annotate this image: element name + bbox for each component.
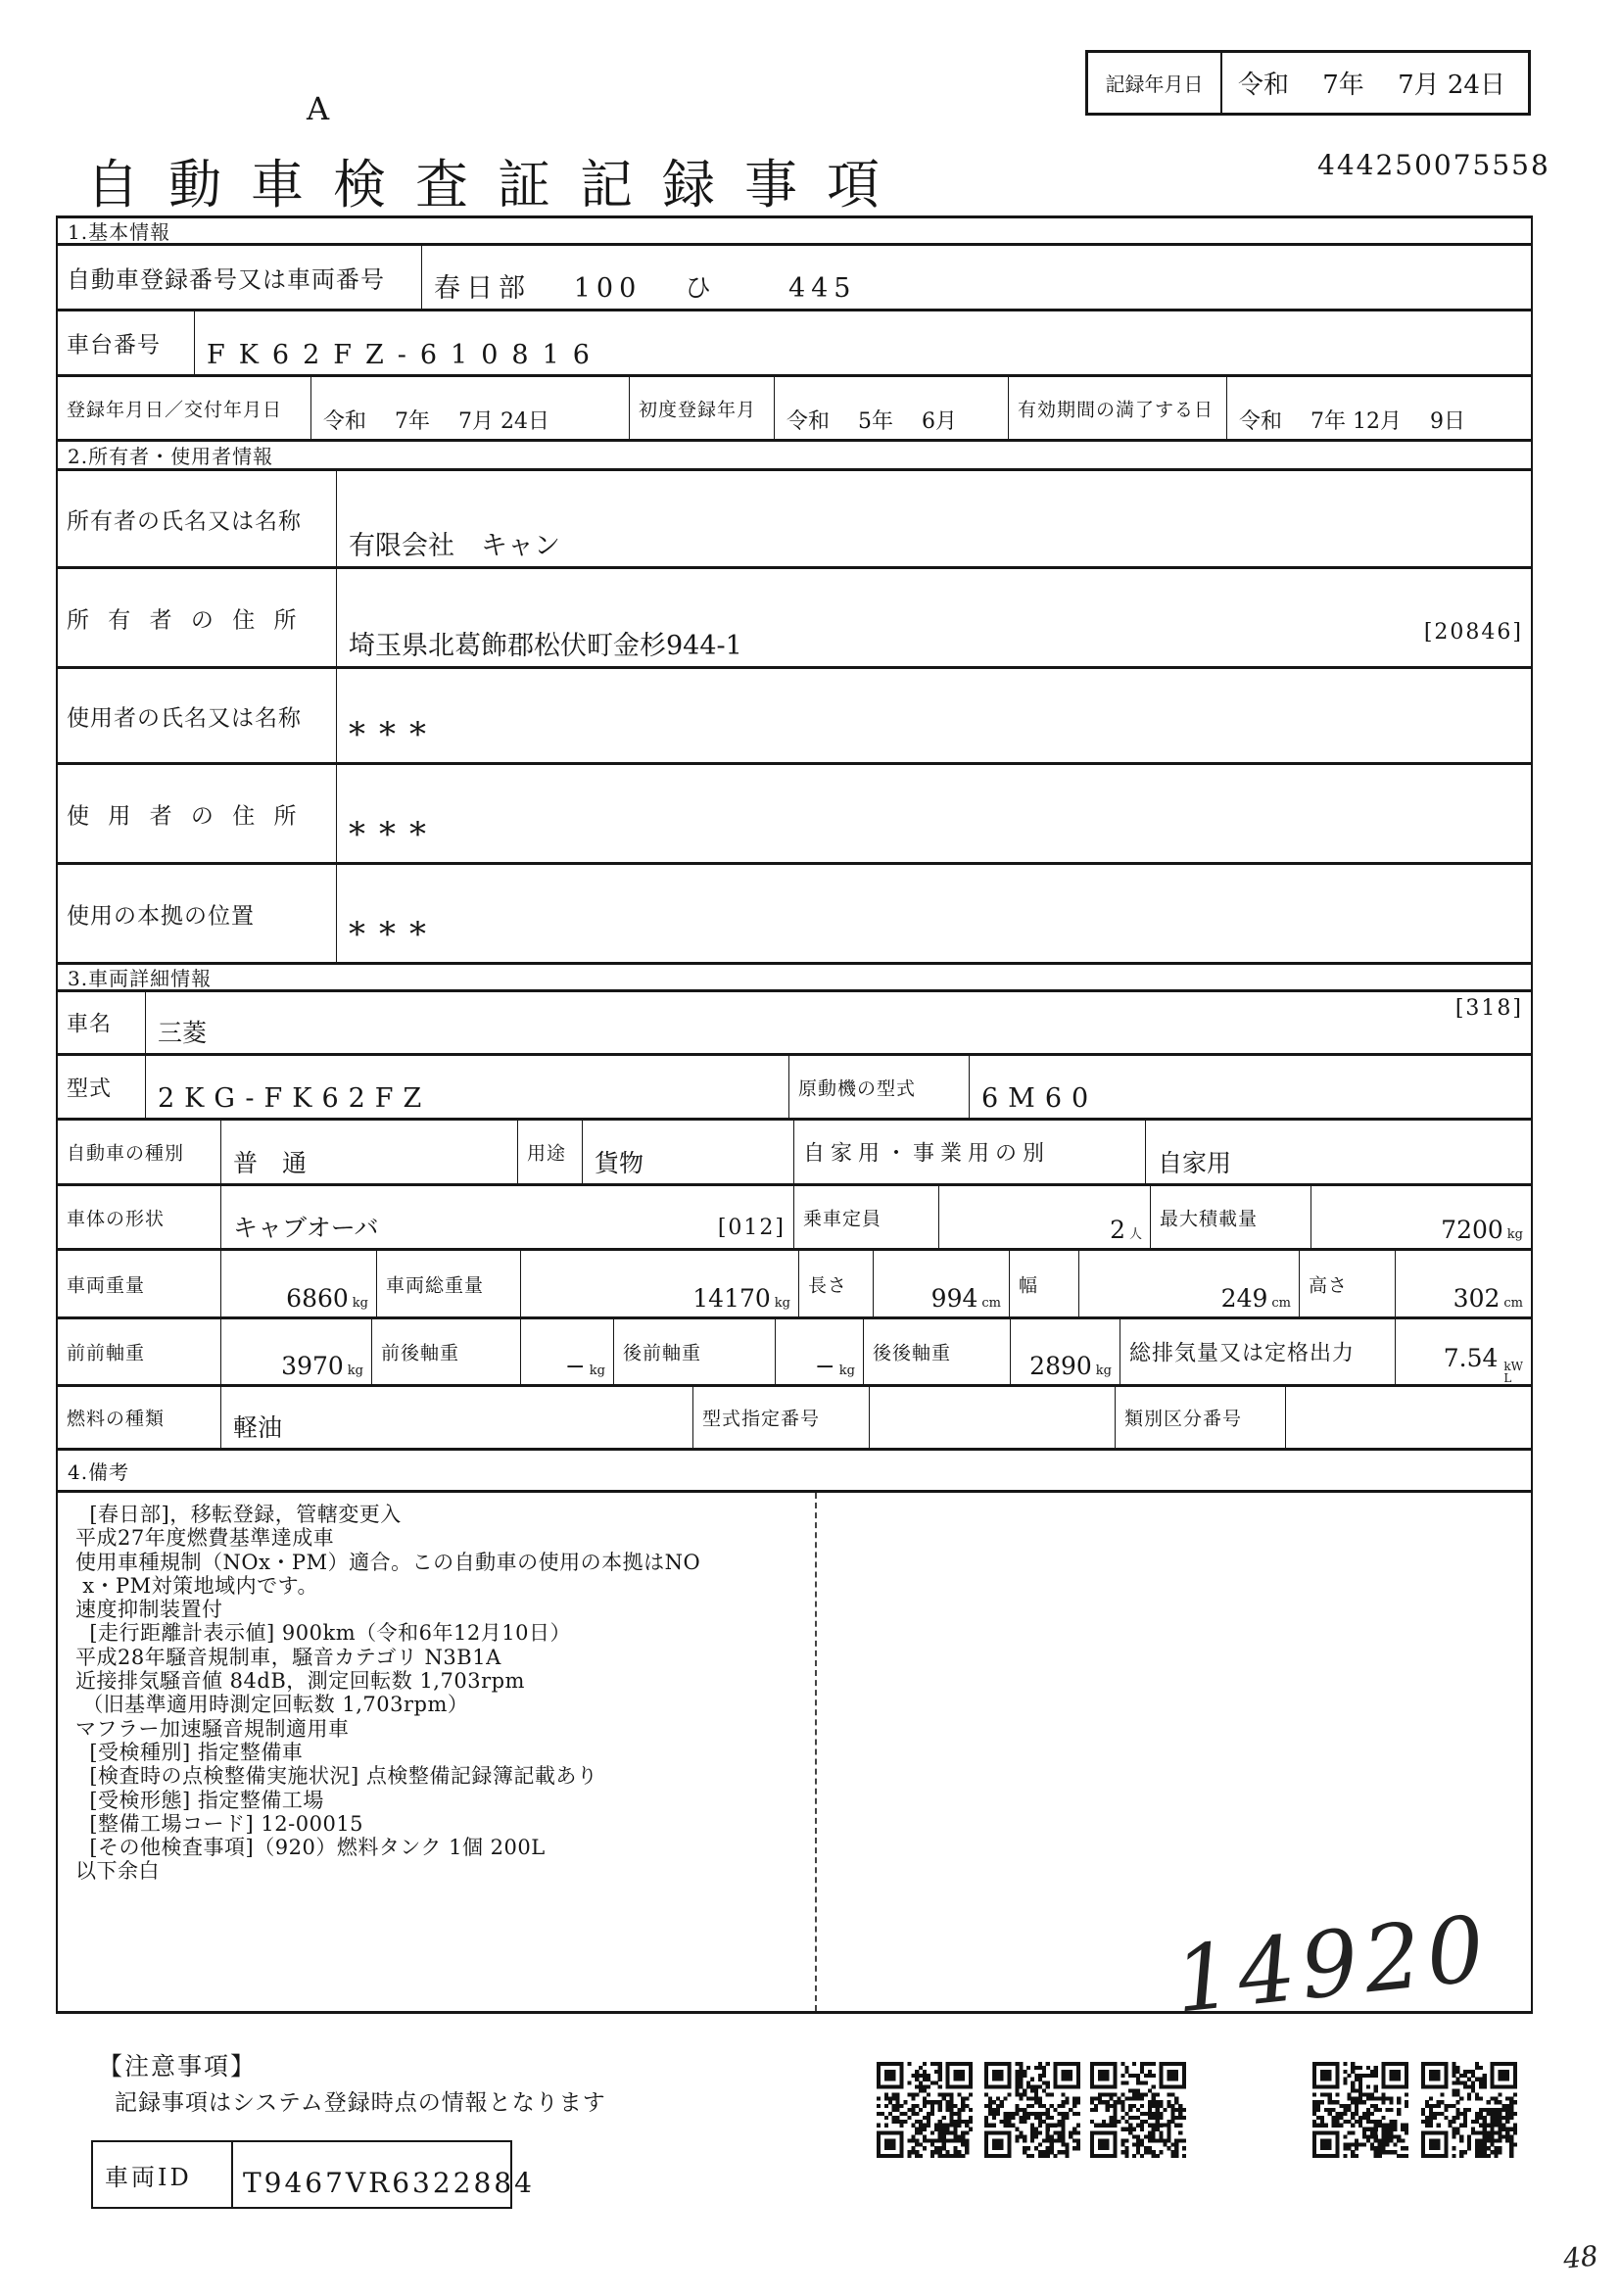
expiry-date-value-cell xyxy=(1227,377,1531,439)
body-shape-label-cell xyxy=(58,1186,221,1248)
remark-line: [受検種別] 指定整備車 xyxy=(75,1740,304,1764)
engine-model-label-cell xyxy=(789,1056,970,1118)
base-location-label-cell xyxy=(58,865,337,962)
field-value: 春日部 100 ひ 445 xyxy=(434,273,857,304)
field-label: 型式 xyxy=(67,1076,113,1101)
model-value-cell xyxy=(146,1056,789,1118)
chassis-number-value-cell xyxy=(195,311,1531,374)
field-value: 令和 7年 7月 24日 xyxy=(323,409,549,434)
field-label: 後前軸重 xyxy=(623,1342,702,1364)
field-label: 所 有 者 の 住 所 xyxy=(67,607,303,633)
owner-address-value-cell xyxy=(337,569,1531,666)
length-value-cell xyxy=(874,1251,1010,1316)
axle-rf-label-cell xyxy=(614,1319,776,1384)
field-value: 2 人 xyxy=(1110,1216,1142,1244)
fuel-row xyxy=(58,1387,1531,1451)
field-label: 車名 xyxy=(67,1012,113,1037)
max-load-label-cell xyxy=(1151,1186,1311,1248)
field-value: *** xyxy=(349,715,440,754)
height-value-cell xyxy=(1396,1251,1531,1316)
unit-label: kg xyxy=(838,1363,855,1378)
field-label: 幅 xyxy=(1019,1274,1039,1296)
qr-code xyxy=(877,2062,973,2158)
owner-address-label-cell xyxy=(58,569,337,666)
vehicle-weight-value-cell xyxy=(221,1251,377,1316)
field-label: 乗車定員 xyxy=(803,1208,882,1229)
record-date-box xyxy=(1085,50,1531,116)
remark-line: [検査時の点検整備実施状況] 点検整備記録簿記載あり xyxy=(75,1764,598,1789)
field-value: 普 通 xyxy=(233,1149,308,1177)
field-label: 型式指定番号 xyxy=(702,1408,821,1430)
user-name-label-cell xyxy=(58,669,337,762)
field-label: 類別区分番号 xyxy=(1124,1408,1243,1430)
field-value: *** xyxy=(349,915,440,954)
field-value: 994 cm xyxy=(930,1284,1001,1313)
owner-address-code: [20846] xyxy=(1423,620,1523,645)
chassis-number-label-cell xyxy=(58,311,195,374)
body-shape-code: [012] xyxy=(717,1216,786,1240)
remark-line: 平成27年度燃費基準達成車 xyxy=(75,1526,335,1551)
field-label: 車両重量 xyxy=(67,1274,146,1296)
remark-line: 平成28年騒音規制車，騒音カテゴリ N3B1A xyxy=(75,1645,501,1669)
field-label: 自動車の種別 xyxy=(67,1142,185,1165)
owner-name-label-cell xyxy=(58,471,337,566)
qr-code xyxy=(984,2062,1080,2158)
record-date-label: 記録年月日 xyxy=(1088,53,1222,113)
unit-label: kW L xyxy=(1503,1360,1523,1385)
field-value: FK62FZ-610816 xyxy=(207,340,603,370)
remark-line: [整備工場コード] 12-00015 xyxy=(75,1811,364,1836)
axle-ff-label-cell xyxy=(58,1319,221,1384)
field-value: 軽油 xyxy=(233,1413,283,1442)
section1-heading: 1.基本情報 xyxy=(58,218,1531,246)
remark-line: 以下余白 xyxy=(75,1859,160,1884)
field-value: キャブオーバ xyxy=(233,1214,379,1242)
base-location-value-cell xyxy=(337,865,1531,962)
field-value: 7200 kg xyxy=(1441,1216,1523,1244)
remark-line: 近接排気騒音値 84dB，測定回転数 1,703rpm xyxy=(75,1669,525,1694)
field-value: − kg xyxy=(564,1352,605,1380)
car-name-value-cell xyxy=(146,992,1531,1053)
power-value-cell xyxy=(1396,1319,1531,1384)
type-designation-value-cell xyxy=(870,1387,1116,1448)
first-registration-value-cell xyxy=(775,377,1009,439)
vehicle-id-label: 車両ID xyxy=(93,2142,233,2207)
registration-number-value-cell xyxy=(422,246,1531,309)
car-name-code: [318] xyxy=(1454,996,1523,1021)
field-label: 前前軸重 xyxy=(67,1342,146,1364)
field-value: 302 cm xyxy=(1453,1284,1523,1313)
field-value: 2890 kg xyxy=(1029,1352,1112,1380)
field-label: 長さ xyxy=(808,1274,848,1296)
remark-line: マフラー加速騒音規制適用車 xyxy=(75,1716,350,1741)
model-row xyxy=(58,1056,1531,1121)
fuel-type-value-cell xyxy=(221,1387,693,1448)
field-value: 7.54 kW L xyxy=(1443,1344,1523,1385)
remark-line: （旧基準適用時測定回転数 1,703rpm） xyxy=(75,1693,469,1717)
class-number-label-cell xyxy=(1116,1387,1286,1448)
field-value: 令和 5年 6月 xyxy=(786,409,957,434)
user-address-value-cell xyxy=(337,765,1531,862)
registration-number-label-cell xyxy=(58,246,422,309)
gross-weight-label-cell xyxy=(377,1251,521,1316)
power-label-cell xyxy=(1120,1319,1396,1384)
use-label-cell xyxy=(518,1121,583,1183)
registration-date-value-cell xyxy=(311,377,630,439)
field-label: 使用の本拠の位置 xyxy=(67,903,255,929)
registration-date-label-cell xyxy=(58,377,311,439)
axle-ff-value-cell xyxy=(221,1319,372,1384)
field-label: 自動車登録番号又は車両番号 xyxy=(67,265,385,294)
section3-heading: 3.車両詳細情報 xyxy=(58,965,1531,992)
field-label: 自家用・事業用の別 xyxy=(803,1141,1051,1167)
capacity-label-cell xyxy=(794,1186,939,1248)
engine-model-value-cell xyxy=(970,1056,1531,1118)
field-value: *** xyxy=(349,815,440,854)
field-value: 3970 kg xyxy=(281,1352,363,1380)
section2-heading: 2.所有者・使用者情報 xyxy=(58,442,1531,471)
field-value: 6860 kg xyxy=(286,1284,368,1313)
car-name-row xyxy=(58,992,1531,1056)
registration-number-row xyxy=(58,246,1531,311)
width-label-cell xyxy=(1010,1251,1079,1316)
field-value: 有限会社 キャン xyxy=(349,531,560,561)
field-value: 三菱 xyxy=(158,1019,208,1047)
unit-label: kg xyxy=(1506,1227,1523,1242)
user-name-value-cell xyxy=(337,669,1531,762)
weights-dimensions-row xyxy=(58,1251,1531,1319)
remark-line: x・PM対策地域内です。 xyxy=(75,1573,318,1598)
unit-label: cm xyxy=(1271,1296,1291,1311)
field-label: 最大積載量 xyxy=(1160,1208,1259,1229)
field-label: 車台番号 xyxy=(67,332,161,359)
field-label: 前後軸重 xyxy=(381,1342,460,1364)
vehicle-kind-row xyxy=(58,1121,1531,1186)
use-value-cell xyxy=(583,1121,794,1183)
remark-line: 使用車種規制（NOx・PM）適合。この自動車の使用の本拠はNO xyxy=(75,1550,701,1574)
field-label: 燃料の種類 xyxy=(67,1408,166,1430)
handwritten-page-mark: 48 xyxy=(1561,2239,1600,2275)
private-business-value-cell xyxy=(1146,1121,1531,1183)
vehicle-id-value: T9467VR6322884 xyxy=(243,2167,535,2199)
remark-line: [その他検査事項]（920）燃料タンク 1個 200L xyxy=(75,1836,546,1860)
remarks-box xyxy=(58,1493,1531,2033)
user-address-row xyxy=(58,765,1531,865)
field-value: 埼玉県北葛飾郡松伏町金杉944-1 xyxy=(349,631,742,661)
fold-divider-line xyxy=(815,1493,817,2011)
section4-heading: 4.備考 xyxy=(58,1451,1531,1493)
remarks-text xyxy=(75,1503,808,1884)
user-name-row xyxy=(58,669,1531,765)
field-label: 使用者の氏名又は名称 xyxy=(67,705,302,731)
notice-heading: 【注意事項】 xyxy=(98,2052,258,2081)
field-value: 令和 7年 12月 9日 xyxy=(1239,409,1465,434)
length-label-cell xyxy=(799,1251,874,1316)
field-value: 6M60 xyxy=(981,1083,1099,1114)
unit-label: cm xyxy=(981,1296,1001,1311)
axle-rr-value-cell xyxy=(1011,1319,1120,1384)
qr-code xyxy=(1090,2062,1186,2158)
vehicle-weight-label-cell xyxy=(58,1251,221,1316)
unit-label: cm xyxy=(1503,1296,1523,1311)
unit-label: kg xyxy=(1095,1363,1112,1378)
vehicle-kind-value-cell xyxy=(221,1121,518,1183)
user-address-label-cell xyxy=(58,765,337,862)
page-title: 自動車検査証記録事項 xyxy=(86,154,909,215)
unit-label: kg xyxy=(589,1363,605,1378)
notice-text: 記録事項はシステム登録時点の情報となります xyxy=(115,2090,606,2116)
height-label-cell xyxy=(1300,1251,1396,1316)
field-label: 原動機の型式 xyxy=(798,1077,917,1099)
axle-rr-label-cell xyxy=(864,1319,1011,1384)
remark-line: 速度抑制装置付 xyxy=(75,1598,223,1622)
handwritten-note: 14920 xyxy=(1169,1895,1496,2033)
type-designation-label-cell xyxy=(693,1387,870,1448)
owner-name-row xyxy=(58,471,1531,569)
axle-rf-value-cell xyxy=(776,1319,864,1384)
unit-label: 人 xyxy=(1128,1227,1142,1242)
remark-line: [春日部]，移転登録，管轄変更入 xyxy=(75,1503,402,1526)
qr-code xyxy=(1421,2062,1517,2158)
chassis-number-row xyxy=(58,311,1531,377)
field-value: 貨物 xyxy=(595,1149,644,1177)
model-label-cell xyxy=(58,1056,146,1118)
field-value: − kg xyxy=(814,1352,855,1380)
expiry-date-label-cell xyxy=(1009,377,1227,439)
field-label: 有効期間の満了する日 xyxy=(1018,399,1215,420)
capacity-value-cell xyxy=(939,1186,1151,1248)
base-location-row xyxy=(58,865,1531,965)
field-value: 249 cm xyxy=(1220,1284,1291,1313)
axle-fr-value-cell xyxy=(521,1319,614,1384)
record-date-value: 令和 7年 7月 24日 xyxy=(1238,71,1505,100)
document-number: 444250075558 xyxy=(1317,149,1550,181)
remark-line: [受検形態] 指定整備工場 xyxy=(75,1788,324,1812)
width-value-cell xyxy=(1079,1251,1300,1316)
body-shape-row xyxy=(58,1186,1531,1251)
axle-fr-label-cell xyxy=(372,1319,521,1384)
owner-address-row xyxy=(58,569,1531,669)
vehicle-kind-label-cell xyxy=(58,1121,221,1183)
gross-weight-value-cell xyxy=(521,1251,799,1316)
corner-mark: A xyxy=(307,90,330,127)
first-registration-label-cell xyxy=(630,377,775,439)
field-value: 14170 kg xyxy=(692,1284,790,1313)
axle-weights-row xyxy=(58,1319,1531,1387)
field-label: 総排気量又は定格出力 xyxy=(1129,1341,1356,1366)
field-label: 車体の形状 xyxy=(67,1208,166,1229)
field-label: 用途 xyxy=(527,1142,567,1165)
certificate-table xyxy=(56,215,1533,2033)
vehicle-id-box xyxy=(91,2140,535,2209)
field-value: 自家用 xyxy=(1158,1149,1232,1177)
dates-row xyxy=(58,377,1531,442)
field-label: 車両総重量 xyxy=(386,1274,485,1296)
private-business-label-cell xyxy=(794,1121,1146,1183)
unit-label: kg xyxy=(352,1296,368,1311)
fuel-type-label-cell xyxy=(58,1387,221,1448)
qr-code xyxy=(1312,2062,1408,2158)
field-label: 初度登録年月 xyxy=(639,399,757,420)
unit-label: kg xyxy=(347,1363,363,1378)
field-label: 登録年月日／交付年月日 xyxy=(67,399,283,420)
body-shape-value-cell xyxy=(221,1186,794,1248)
field-value: 2KG-FK62FZ xyxy=(158,1083,432,1114)
field-label: 後後軸重 xyxy=(873,1342,952,1364)
max-load-value-cell xyxy=(1311,1186,1531,1248)
car-name-label-cell xyxy=(58,992,146,1053)
field-label: 使 用 者 の 住 所 xyxy=(67,803,303,829)
unit-label: kg xyxy=(774,1296,790,1311)
remark-line: [走行距離計表示値] 900km（令和6年12月10日） xyxy=(75,1621,571,1646)
class-number-value-cell xyxy=(1286,1387,1531,1448)
field-label: 高さ xyxy=(1309,1274,1349,1296)
owner-name-value-cell xyxy=(337,471,1531,566)
field-label: 所有者の氏名又は名称 xyxy=(67,508,302,534)
